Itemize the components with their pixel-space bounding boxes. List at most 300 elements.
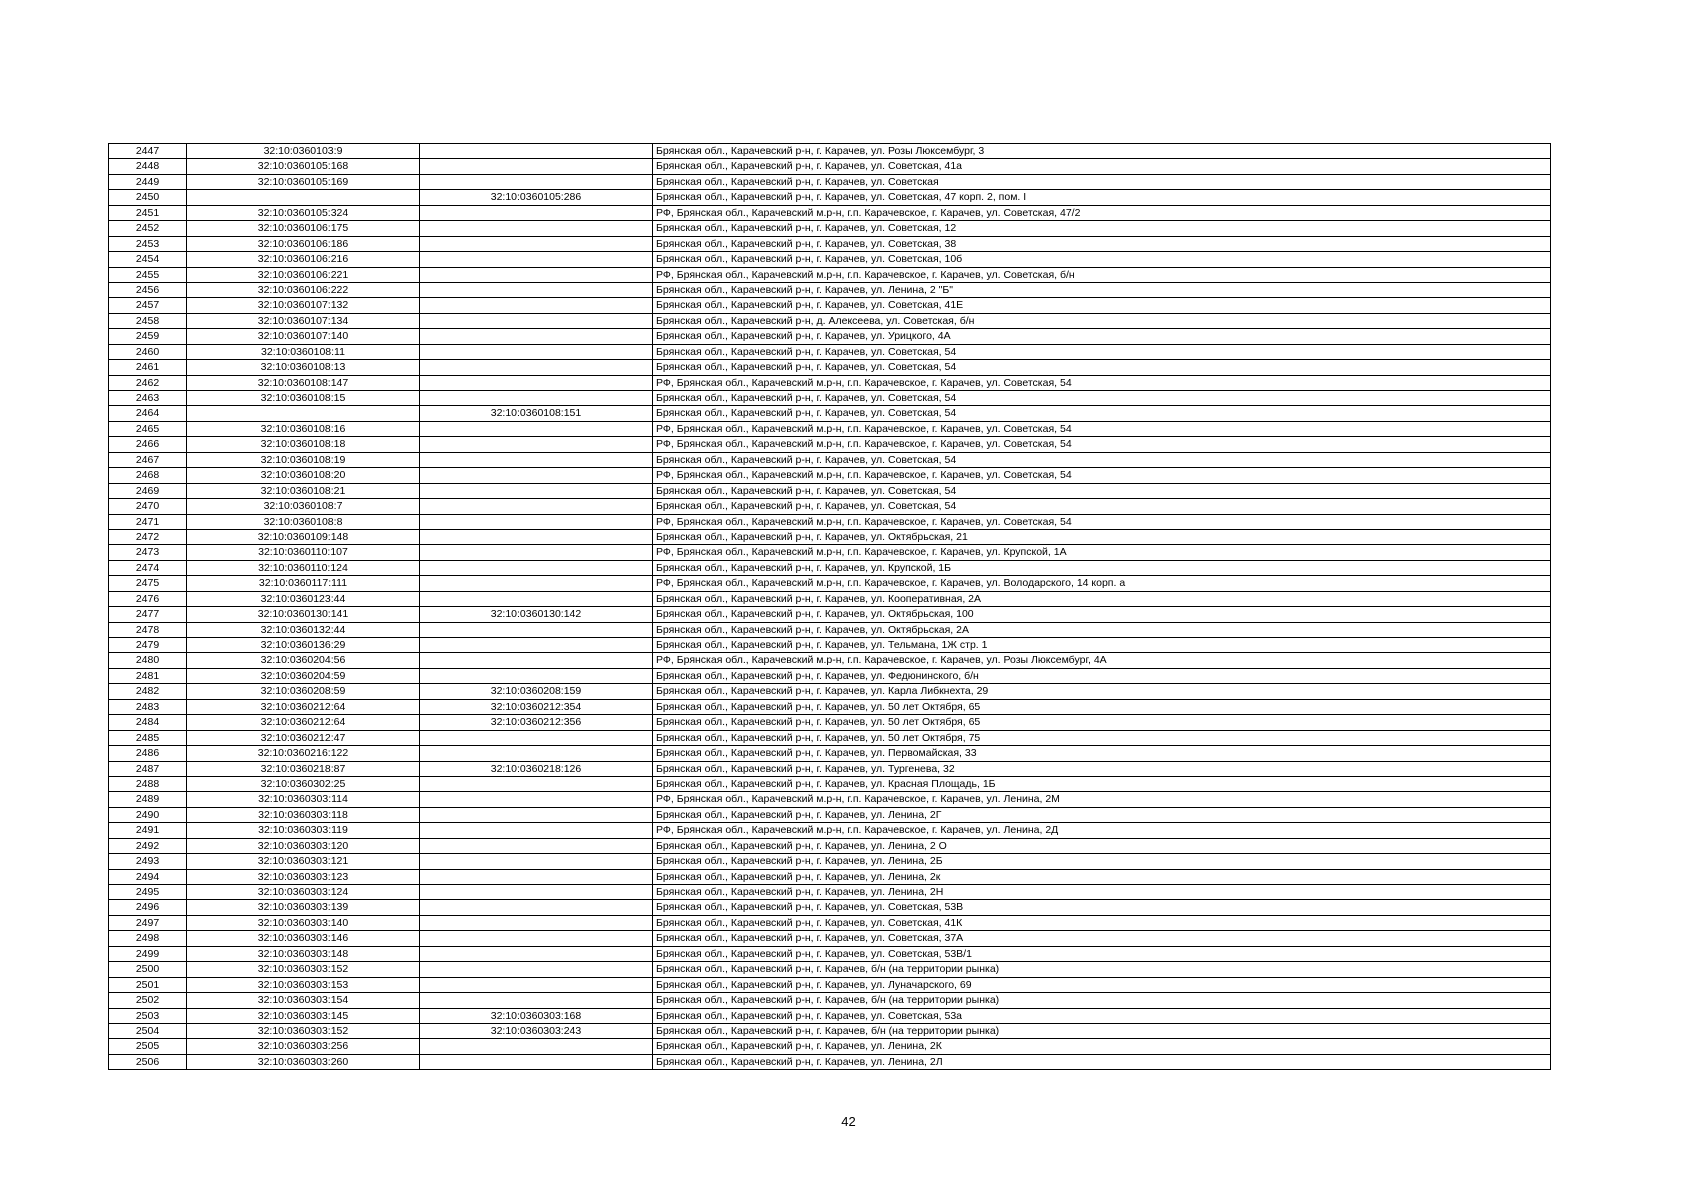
row-number-cell: 2477 — [109, 607, 187, 622]
cadastral-number-cell: 32:10:0360303:121 — [187, 854, 420, 869]
table-row — [109, 761, 1551, 776]
related-cadastral-number-cell — [420, 1039, 653, 1054]
table-row — [109, 190, 1551, 205]
table-row — [109, 776, 1551, 791]
address-cell: Брянская обл., Карачевский р-н, г. Карачев, ул. Октябрьская, 2А — [653, 622, 1551, 637]
related-cadastral-number-cell — [420, 499, 653, 514]
address-cell: РФ, Брянская обл., Карачевский м.р-н, г.п. Карачевское, г. Карачев, ул. Ленина, 2М — [653, 792, 1551, 807]
address-cell: Брянская обл., Карачевский р-н, г. Карачев, б/н (на территории рынка) — [653, 1023, 1551, 1038]
related-cadastral-number-cell — [420, 329, 653, 344]
row-number-cell: 2484 — [109, 715, 187, 730]
table-row — [109, 1039, 1551, 1054]
table-row — [109, 962, 1551, 977]
related-cadastral-number-cell — [420, 483, 653, 498]
row-number-cell: 2461 — [109, 360, 187, 375]
address-cell: РФ, Брянская обл., Карачевский м.р-н, г.п. Карачевское, г. Карачев, ул. Советская, б/н — [653, 267, 1551, 282]
cadastral-number-cell: 32:10:0360123:44 — [187, 591, 420, 606]
related-cadastral-number-cell — [420, 993, 653, 1008]
related-cadastral-number-cell — [420, 267, 653, 282]
row-number-cell: 2492 — [109, 838, 187, 853]
row-number-cell: 2453 — [109, 236, 187, 251]
related-cadastral-number-cell — [420, 931, 653, 946]
table-row — [109, 730, 1551, 745]
row-number-cell: 2498 — [109, 931, 187, 946]
address-cell: РФ, Брянская обл., Карачевский м.р-н, г.п. Карачевское, г. Карачев, ул. Советская, 54 — [653, 514, 1551, 529]
related-cadastral-number-cell — [420, 144, 653, 159]
address-cell: Брянская обл., Карачевский р-н, г. Карачев, ул. Советская, 54 — [653, 452, 1551, 467]
related-cadastral-number-cell — [420, 823, 653, 838]
related-cadastral-number-cell: 32:10:0360303:168 — [420, 1008, 653, 1023]
address-cell: РФ, Брянская обл., Карачевский м.р-н, г.п. Карачевское, г. Карачев, ул. Ленина, 2Д — [653, 823, 1551, 838]
cadastral-number-cell: 32:10:0360108:147 — [187, 375, 420, 390]
cadastral-number-cell: 32:10:0360105:324 — [187, 205, 420, 220]
related-cadastral-number-cell — [420, 622, 653, 637]
address-cell: Брянская обл., Карачевский р-н, г. Карачев, ул. Тельмана, 1Ж стр. 1 — [653, 638, 1551, 653]
cadastral-number-cell: 32:10:0360302:25 — [187, 776, 420, 791]
related-cadastral-number-cell — [420, 529, 653, 544]
address-cell: Брянская обл., Карачевский р-н, г. Карачев, ул. Советская, 12 — [653, 221, 1551, 236]
table-row — [109, 529, 1551, 544]
table-row — [109, 437, 1551, 452]
address-cell: Брянская обл., Карачевский р-н, д. Алексеева, ул. Советская, б/н — [653, 313, 1551, 328]
cadastral-number-cell: 32:10:0360108:13 — [187, 360, 420, 375]
row-number-cell: 2456 — [109, 282, 187, 297]
related-cadastral-number-cell — [420, 437, 653, 452]
related-cadastral-number-cell — [420, 452, 653, 467]
related-cadastral-number-cell — [420, 298, 653, 313]
cadastral-number-cell — [187, 406, 420, 421]
related-cadastral-number-cell — [420, 591, 653, 606]
address-cell: Брянская обл., Карачевский р-н, г. Карачев, ул. Октябрьская, 100 — [653, 607, 1551, 622]
cadastral-number-cell: 32:10:0360303:152 — [187, 1023, 420, 1038]
related-cadastral-number-cell — [420, 468, 653, 483]
address-cell: Брянская обл., Карачевский р-н, г. Карачев, ул. Ленина, 2Л — [653, 1054, 1551, 1069]
cadastral-number-cell: 32:10:0360136:29 — [187, 638, 420, 653]
cadastral-number-cell: 32:10:0360303:118 — [187, 807, 420, 822]
cadastral-number-cell: 32:10:0360303:123 — [187, 869, 420, 884]
related-cadastral-number-cell — [420, 205, 653, 220]
address-cell: Брянская обл., Карачевский р-н, г. Карачев, ул. Ленина, 2К — [653, 1039, 1551, 1054]
related-cadastral-number-cell — [420, 282, 653, 297]
row-number-cell: 2466 — [109, 437, 187, 452]
address-cell: Брянская обл., Карачевский р-н, г. Карачев, ул. 50 лет Октября, 65 — [653, 715, 1551, 730]
address-cell: РФ, Брянская обл., Карачевский м.р-н, г.п. Карачевское, г. Карачев, ул. Советская, 47/2 — [653, 205, 1551, 220]
related-cadastral-number-cell — [420, 900, 653, 915]
table-row — [109, 1023, 1551, 1038]
row-number-cell: 2467 — [109, 452, 187, 467]
row-number-cell: 2451 — [109, 205, 187, 220]
address-cell: Брянская обл., Карачевский р-н, г. Карачев, ул. 50 лет Октября, 65 — [653, 699, 1551, 714]
table-row — [109, 375, 1551, 390]
table-row — [109, 885, 1551, 900]
related-cadastral-number-cell: 32:10:0360212:356 — [420, 715, 653, 730]
table-row — [109, 421, 1551, 436]
table-row — [109, 946, 1551, 961]
cadastral-number-cell: 32:10:0360303:119 — [187, 823, 420, 838]
row-number-cell: 2504 — [109, 1023, 187, 1038]
row-number-cell: 2458 — [109, 313, 187, 328]
table-row — [109, 915, 1551, 930]
related-cadastral-number-cell — [420, 221, 653, 236]
address-cell: РФ, Брянская обл., Карачевский м.р-н, г.п. Карачевское, г. Карачев, ул. Володарского, 14 корп. а — [653, 576, 1551, 591]
cadastral-number-cell: 32:10:0360204:56 — [187, 653, 420, 668]
address-cell: Брянская обл., Карачевский р-н, г. Карачев, ул. Советская, 54 — [653, 391, 1551, 406]
cadastral-number-cell: 32:10:0360303:148 — [187, 946, 420, 961]
cadastral-number-cell: 32:10:0360106:175 — [187, 221, 420, 236]
registry-table — [108, 143, 1551, 1070]
cadastral-number-cell: 32:10:0360107:140 — [187, 329, 420, 344]
row-number-cell: 2469 — [109, 483, 187, 498]
row-number-cell: 2482 — [109, 684, 187, 699]
address-cell: Брянская обл., Карачевский р-н, г. Карачев, б/н (на территории рынка) — [653, 993, 1551, 1008]
related-cadastral-number-cell — [420, 638, 653, 653]
address-cell: Брянская обл., Карачевский р-н, г. Карачев, ул. Советская, 10б — [653, 252, 1551, 267]
row-number-cell: 2486 — [109, 746, 187, 761]
address-cell: Брянская обл., Карачевский р-н, г. Карачев, ул. Советская, 41Е — [653, 298, 1551, 313]
address-cell: РФ, Брянская обл., Карачевский м.р-н, г.п. Карачевское, г. Карачев, ул. Советская, 54 — [653, 468, 1551, 483]
cadastral-number-cell: 32:10:0360303:256 — [187, 1039, 420, 1054]
related-cadastral-number-cell — [420, 576, 653, 591]
related-cadastral-number-cell — [420, 360, 653, 375]
row-number-cell: 2473 — [109, 545, 187, 560]
table-row — [109, 684, 1551, 699]
cadastral-number-cell: 32:10:0360106:216 — [187, 252, 420, 267]
address-cell: Брянская обл., Карачевский р-н, г. Карачев, ул. Ленина, 2 "Б" — [653, 282, 1551, 297]
related-cadastral-number-cell: 32:10:0360105:286 — [420, 190, 653, 205]
row-number-cell: 2506 — [109, 1054, 187, 1069]
related-cadastral-number-cell — [420, 915, 653, 930]
row-number-cell: 2503 — [109, 1008, 187, 1023]
table-row — [109, 560, 1551, 575]
address-cell: Брянская обл., Карачевский р-н, г. Карачев, ул. Советская — [653, 174, 1551, 189]
row-number-cell: 2502 — [109, 993, 187, 1008]
table-row — [109, 900, 1551, 915]
row-number-cell: 2459 — [109, 329, 187, 344]
row-number-cell: 2475 — [109, 576, 187, 591]
cadastral-number-cell — [187, 190, 420, 205]
row-number-cell: 2470 — [109, 499, 187, 514]
row-number-cell: 2464 — [109, 406, 187, 421]
row-number-cell: 2481 — [109, 668, 187, 683]
cadastral-number-cell: 32:10:0360108:18 — [187, 437, 420, 452]
table-row — [109, 746, 1551, 761]
row-number-cell: 2496 — [109, 900, 187, 915]
row-number-cell: 2491 — [109, 823, 187, 838]
cadastral-number-cell: 32:10:0360109:148 — [187, 529, 420, 544]
related-cadastral-number-cell: 32:10:0360208:159 — [420, 684, 653, 699]
cadastral-number-cell: 32:10:0360303:146 — [187, 931, 420, 946]
related-cadastral-number-cell — [420, 159, 653, 174]
related-cadastral-number-cell: 32:10:0360218:126 — [420, 761, 653, 776]
table-row — [109, 792, 1551, 807]
address-cell: Брянская обл., Карачевский р-н, г. Карачев, ул. Ленина, 2к — [653, 869, 1551, 884]
address-cell: Брянская обл., Карачевский р-н, г. Карачев, ул. Советская, 41а — [653, 159, 1551, 174]
row-number-cell: 2479 — [109, 638, 187, 653]
cadastral-number-cell: 32:10:0360303:120 — [187, 838, 420, 853]
related-cadastral-number-cell: 32:10:0360212:354 — [420, 699, 653, 714]
related-cadastral-number-cell — [420, 391, 653, 406]
table-row — [109, 483, 1551, 498]
address-cell: РФ, Брянская обл., Карачевский м.р-н, г.п. Карачевское, г. Карачев, ул. Советская, 54 — [653, 375, 1551, 390]
address-cell: Брянская обл., Карачевский р-н, г. Карачев, ул. Советская, 53В/1 — [653, 946, 1551, 961]
table-row — [109, 931, 1551, 946]
cadastral-number-cell: 32:10:0360130:141 — [187, 607, 420, 622]
related-cadastral-number-cell — [420, 545, 653, 560]
table-row — [109, 1008, 1551, 1023]
row-number-cell: 2462 — [109, 375, 187, 390]
related-cadastral-number-cell — [420, 730, 653, 745]
table-row — [109, 221, 1551, 236]
cadastral-number-cell: 32:10:0360303:139 — [187, 900, 420, 915]
table-row — [109, 823, 1551, 838]
cadastral-number-cell: 32:10:0360107:134 — [187, 313, 420, 328]
address-cell: Брянская обл., Карачевский р-н, г. Карачев, ул. Советская, 54 — [653, 499, 1551, 514]
row-number-cell: 2483 — [109, 699, 187, 714]
row-number-cell: 2450 — [109, 190, 187, 205]
related-cadastral-number-cell — [420, 792, 653, 807]
row-number-cell: 2500 — [109, 962, 187, 977]
cadastral-number-cell: 32:10:0360303:140 — [187, 915, 420, 930]
cadastral-number-cell: 32:10:0360303:124 — [187, 885, 420, 900]
row-number-cell: 2447 — [109, 144, 187, 159]
row-number-cell: 2485 — [109, 730, 187, 745]
row-number-cell: 2488 — [109, 776, 187, 791]
cadastral-number-cell: 32:10:0360216:122 — [187, 746, 420, 761]
table-row — [109, 699, 1551, 714]
address-cell: Брянская обл., Карачевский р-н, г. Карачев, ул. Советская, 38 — [653, 236, 1551, 251]
related-cadastral-number-cell — [420, 668, 653, 683]
table-row — [109, 298, 1551, 313]
table-row — [109, 236, 1551, 251]
address-cell: РФ, Брянская обл., Карачевский м.р-н, г.п. Карачевское, г. Карачев, ул. Советская, 54 — [653, 437, 1551, 452]
address-cell: Брянская обл., Карачевский р-н, г. Карачев, ул. Советская, 41К — [653, 915, 1551, 930]
cadastral-number-cell: 32:10:0360105:169 — [187, 174, 420, 189]
cadastral-number-cell: 32:10:0360303:152 — [187, 962, 420, 977]
cadastral-number-cell: 32:10:0360132:44 — [187, 622, 420, 637]
table-row — [109, 591, 1551, 606]
related-cadastral-number-cell — [420, 653, 653, 668]
table-row — [109, 267, 1551, 282]
table-row — [109, 344, 1551, 359]
related-cadastral-number-cell — [420, 252, 653, 267]
table-row — [109, 715, 1551, 730]
related-cadastral-number-cell: 32:10:0360108:151 — [420, 406, 653, 421]
related-cadastral-number-cell — [420, 946, 653, 961]
related-cadastral-number-cell — [420, 313, 653, 328]
related-cadastral-number-cell — [420, 344, 653, 359]
cadastral-number-cell: 32:10:0360303:145 — [187, 1008, 420, 1023]
table-row — [109, 668, 1551, 683]
page-number: 42 — [841, 1114, 856, 1129]
related-cadastral-number-cell — [420, 885, 653, 900]
table-row — [109, 838, 1551, 853]
address-cell: Брянская обл., Карачевский р-н, г. Карачев, ул. Луначарского, 69 — [653, 977, 1551, 992]
cadastral-number-cell: 32:10:0360106:221 — [187, 267, 420, 282]
related-cadastral-number-cell — [420, 514, 653, 529]
row-number-cell: 2471 — [109, 514, 187, 529]
related-cadastral-number-cell — [420, 174, 653, 189]
row-number-cell: 2490 — [109, 807, 187, 822]
address-cell: Брянская обл., Карачевский р-н, г. Карачев, ул. Первомайская, 33 — [653, 746, 1551, 761]
cadastral-number-cell: 32:10:0360105:168 — [187, 159, 420, 174]
table-row — [109, 313, 1551, 328]
related-cadastral-number-cell — [420, 977, 653, 992]
address-cell: Брянская обл., Карачевский р-н, г. Карачев, ул. Федюнинского, б/н — [653, 668, 1551, 683]
row-number-cell: 2495 — [109, 885, 187, 900]
registry-table-body — [109, 144, 1551, 1070]
table-row — [109, 1054, 1551, 1069]
row-number-cell: 2463 — [109, 391, 187, 406]
table-row — [109, 807, 1551, 822]
address-cell: Брянская обл., Карачевский р-н, г. Карачев, ул. Кооперативная, 2А — [653, 591, 1551, 606]
address-cell: Брянская обл., Карачевский р-н, г. Карачев, ул. Тургенева, 32 — [653, 761, 1551, 776]
related-cadastral-number-cell — [420, 746, 653, 761]
cadastral-number-cell: 32:10:0360107:132 — [187, 298, 420, 313]
table-row — [109, 252, 1551, 267]
row-number-cell: 2448 — [109, 159, 187, 174]
row-number-cell: 2472 — [109, 529, 187, 544]
row-number-cell: 2489 — [109, 792, 187, 807]
address-cell: Брянская обл., Карачевский р-н, г. Карачев, ул. Советская, 53а — [653, 1008, 1551, 1023]
address-cell: Брянская обл., Карачевский р-н, г. Карачев, ул. Советская, 54 — [653, 483, 1551, 498]
address-cell: Брянская обл., Карачевский р-н, г. Карачев, ул. Советская, 47 корп. 2, пом. I — [653, 190, 1551, 205]
address-cell: Брянская обл., Карачевский р-н, г. Карачев, ул. Советская, 37А — [653, 931, 1551, 946]
table-row — [109, 452, 1551, 467]
address-cell: Брянская обл., Карачевский р-н, г. Карачев, ул. Красная Площадь, 1Б — [653, 776, 1551, 791]
cadastral-number-cell: 32:10:0360303:114 — [187, 792, 420, 807]
row-number-cell: 2476 — [109, 591, 187, 606]
table-row — [109, 514, 1551, 529]
address-cell: Брянская обл., Карачевский р-н, г. Карачев, ул. Советская, 54 — [653, 406, 1551, 421]
cadastral-number-cell: 32:10:0360218:87 — [187, 761, 420, 776]
cadastral-number-cell: 32:10:0360303:153 — [187, 977, 420, 992]
address-cell: Брянская обл., Карачевский р-н, г. Карачев, ул. Ленина, 2 О — [653, 838, 1551, 853]
cadastral-number-cell: 32:10:0360204:59 — [187, 668, 420, 683]
table-row — [109, 653, 1551, 668]
address-cell: Брянская обл., Карачевский р-н, г. Карачев, ул. Карла Либкнехта, 29 — [653, 684, 1551, 699]
cadastral-number-cell: 32:10:0360108:20 — [187, 468, 420, 483]
address-cell: Брянская обл., Карачевский р-н, г. Карачев, ул. Урицкого, 4А — [653, 329, 1551, 344]
row-number-cell: 2460 — [109, 344, 187, 359]
row-number-cell: 2455 — [109, 267, 187, 282]
cadastral-number-cell: 32:10:0360208:59 — [187, 684, 420, 699]
cadastral-number-cell: 32:10:0360108:7 — [187, 499, 420, 514]
related-cadastral-number-cell — [420, 236, 653, 251]
address-cell: Брянская обл., Карачевский р-н, г. Карачев, ул. Ленина, 2Н — [653, 885, 1551, 900]
cadastral-number-cell: 32:10:0360108:11 — [187, 344, 420, 359]
related-cadastral-number-cell — [420, 1054, 653, 1069]
table-row — [109, 607, 1551, 622]
related-cadastral-number-cell — [420, 375, 653, 390]
related-cadastral-number-cell: 32:10:0360130:142 — [420, 607, 653, 622]
table-row — [109, 174, 1551, 189]
row-number-cell: 2474 — [109, 560, 187, 575]
table-row — [109, 638, 1551, 653]
related-cadastral-number-cell — [420, 807, 653, 822]
address-cell: Брянская обл., Карачевский р-н, г. Карачев, ул. Крупской, 1Б — [653, 560, 1551, 575]
cadastral-number-cell: 32:10:0360303:154 — [187, 993, 420, 1008]
cadastral-number-cell: 32:10:0360110:124 — [187, 560, 420, 575]
address-cell: Брянская обл., Карачевский р-н, г. Карачев, ул. Советская, 54 — [653, 360, 1551, 375]
address-cell: РФ, Брянская обл., Карачевский м.р-н, г.п. Карачевское, г. Карачев, ул. Крупской, 1А — [653, 545, 1551, 560]
table-row — [109, 622, 1551, 637]
cadastral-number-cell: 32:10:0360108:21 — [187, 483, 420, 498]
row-number-cell: 2494 — [109, 869, 187, 884]
address-cell: Брянская обл., Карачевский р-н, г. Карачев, ул. Октябрьская, 21 — [653, 529, 1551, 544]
table-row — [109, 391, 1551, 406]
address-cell: Брянская обл., Карачевский р-н, г. Карачев, ул. Советская, 54 — [653, 344, 1551, 359]
related-cadastral-number-cell — [420, 421, 653, 436]
row-number-cell: 2505 — [109, 1039, 187, 1054]
table-row — [109, 993, 1551, 1008]
address-cell: РФ, Брянская обл., Карачевский м.р-н, г.п. Карачевское, г. Карачев, ул. Советская, 54 — [653, 421, 1551, 436]
cadastral-number-cell: 32:10:0360108:19 — [187, 452, 420, 467]
address-cell: Брянская обл., Карачевский р-н, г. Карачев, ул. Розы Люксембург, 3 — [653, 144, 1551, 159]
cadastral-number-cell: 32:10:0360106:222 — [187, 282, 420, 297]
address-cell: Брянская обл., Карачевский р-н, г. Карачев, ул. 50 лет Октября, 75 — [653, 730, 1551, 745]
address-cell: Брянская обл., Карачевский р-н, г. Карачев, ул. Ленина, 2Г — [653, 807, 1551, 822]
row-number-cell: 2499 — [109, 946, 187, 961]
table-row — [109, 977, 1551, 992]
row-number-cell: 2468 — [109, 468, 187, 483]
address-cell: Брянская обл., Карачевский р-н, г. Карачев, б/н (на территории рынка) — [653, 962, 1551, 977]
row-number-cell: 2487 — [109, 761, 187, 776]
row-number-cell: 2501 — [109, 977, 187, 992]
related-cadastral-number-cell — [420, 854, 653, 869]
cadastral-number-cell: 32:10:0360117:111 — [187, 576, 420, 591]
cadastral-number-cell: 32:10:0360212:64 — [187, 715, 420, 730]
row-number-cell: 2497 — [109, 915, 187, 930]
cadastral-number-cell: 32:10:0360108:16 — [187, 421, 420, 436]
row-number-cell: 2449 — [109, 174, 187, 189]
cadastral-number-cell: 32:10:0360108:15 — [187, 391, 420, 406]
table-row — [109, 869, 1551, 884]
related-cadastral-number-cell — [420, 962, 653, 977]
related-cadastral-number-cell — [420, 776, 653, 791]
table-row — [109, 282, 1551, 297]
table-row — [109, 360, 1551, 375]
row-number-cell: 2480 — [109, 653, 187, 668]
table-row — [109, 406, 1551, 421]
address-cell: Брянская обл., Карачевский р-н, г. Карачев, ул. Советская, 53В — [653, 900, 1551, 915]
related-cadastral-number-cell — [420, 869, 653, 884]
table-row — [109, 205, 1551, 220]
cadastral-number-cell: 32:10:0360103:9 — [187, 144, 420, 159]
related-cadastral-number-cell — [420, 560, 653, 575]
row-number-cell: 2465 — [109, 421, 187, 436]
address-cell: Брянская обл., Карачевский р-н, г. Карачев, ул. Ленина, 2Б — [653, 854, 1551, 869]
table-row — [109, 159, 1551, 174]
table-row — [109, 576, 1551, 591]
cadastral-number-cell: 32:10:0360212:64 — [187, 699, 420, 714]
related-cadastral-number-cell — [420, 838, 653, 853]
cadastral-number-cell: 32:10:0360212:47 — [187, 730, 420, 745]
table-row — [109, 468, 1551, 483]
row-number-cell: 2478 — [109, 622, 187, 637]
cadastral-number-cell: 32:10:0360110:107 — [187, 545, 420, 560]
address-cell: РФ, Брянская обл., Карачевский м.р-н, г.п. Карачевское, г. Карачев, ул. Розы Люксембург, 4А — [653, 653, 1551, 668]
row-number-cell: 2454 — [109, 252, 187, 267]
row-number-cell: 2493 — [109, 854, 187, 869]
cadastral-number-cell: 32:10:0360106:186 — [187, 236, 420, 251]
cadastral-number-cell: 32:10:0360108:8 — [187, 514, 420, 529]
related-cadastral-number-cell: 32:10:0360303:243 — [420, 1023, 653, 1038]
table-row — [109, 144, 1551, 159]
cadastral-number-cell: 32:10:0360303:260 — [187, 1054, 420, 1069]
table-row — [109, 545, 1551, 560]
row-number-cell: 2452 — [109, 221, 187, 236]
table-row — [109, 329, 1551, 344]
